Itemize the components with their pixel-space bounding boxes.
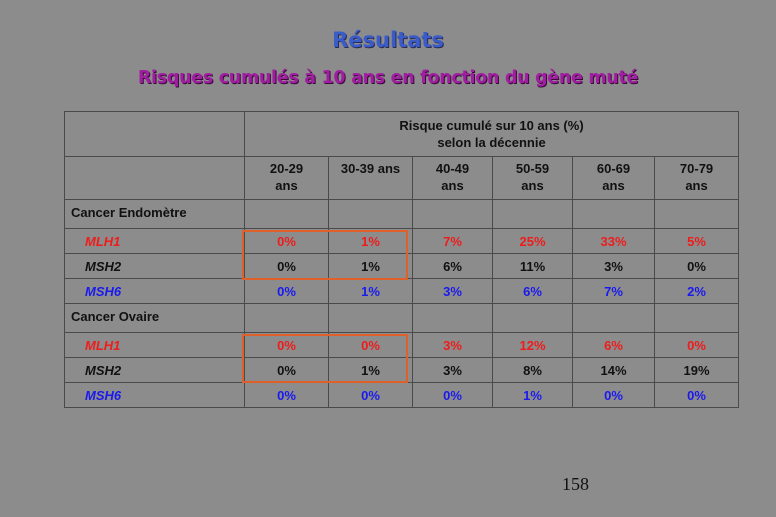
risk-value-cell: 3%: [413, 279, 493, 304]
section-empty-cell: [245, 304, 329, 333]
risk-value-cell: 1%: [329, 279, 413, 304]
section-empty-cell: [493, 304, 573, 333]
risk-value-cell: 7%: [413, 229, 493, 254]
header-row-decades: [65, 157, 739, 200]
header-row-main: [65, 112, 739, 157]
risk-value-cell: 3%: [413, 333, 493, 358]
header-empty-corner: [65, 112, 245, 157]
section-empty-cell: [329, 304, 413, 333]
risk-value-cell: 1%: [329, 358, 413, 383]
header-main-line2: selon la décennie: [437, 135, 546, 150]
decade-header-top: 20-29: [269, 161, 304, 176]
section-empty-cell: [413, 200, 493, 229]
risk-value-cell: 11%: [493, 254, 573, 279]
risk-value-cell: 3%: [573, 254, 655, 279]
highlight-box-endometre: [242, 230, 408, 280]
risk-value-cell: 25%: [493, 229, 573, 254]
decade-header: [245, 157, 329, 200]
risk-value-cell: 14%: [573, 358, 655, 383]
risk-value-cell: 12%: [493, 333, 573, 358]
decade-header-top: 50-59: [515, 161, 550, 176]
section-empty-cell: [245, 200, 329, 229]
risk-value-cell: 0%: [329, 333, 413, 358]
section-row: [65, 304, 739, 333]
risk-value-cell: 19%: [655, 358, 739, 383]
decade-header-bottom: ans: [521, 178, 544, 193]
table-row: [65, 383, 739, 408]
slide-title: Résultats: [332, 28, 444, 52]
risk-value-cell: 0%: [245, 229, 329, 254]
page-number: 158: [562, 474, 589, 494]
risk-value-cell: 1%: [493, 383, 573, 408]
decade-header: [329, 157, 413, 200]
risk-value-cell: 6%: [573, 333, 655, 358]
decade-header-bottom: ans: [275, 178, 298, 193]
decade-header-top: 40-49: [435, 161, 470, 176]
header-main: [245, 112, 739, 157]
section-empty-cell: [655, 200, 739, 229]
risk-value-cell: 1%: [329, 254, 413, 279]
section-empty-cell: [573, 200, 655, 229]
table-row: [65, 279, 739, 304]
risk-value-cell: 0%: [245, 333, 329, 358]
risk-value-cell: 0%: [245, 279, 329, 304]
risk-value-cell: 7%: [573, 279, 655, 304]
slide-subtitle: Risques cumulés à 10 ans en fonction du gène muté: [137, 68, 639, 88]
risk-value-cell: 0%: [245, 383, 329, 408]
section-empty-cell: [493, 200, 573, 229]
gene-label: MLH1: [65, 229, 245, 254]
risk-value-cell: 0%: [413, 383, 493, 408]
decade-header: [413, 157, 493, 200]
risk-value-cell: 0%: [329, 383, 413, 408]
risk-value-cell: 1%: [329, 229, 413, 254]
risk-value-cell: 6%: [493, 279, 573, 304]
section-empty-cell: [573, 304, 655, 333]
section-empty-cell: [329, 200, 413, 229]
gene-label: MSH2: [65, 358, 245, 383]
decade-header: [655, 157, 739, 200]
risk-value-cell: 6%: [413, 254, 493, 279]
gene-label: MLH1: [65, 333, 245, 358]
risk-value-cell: 8%: [493, 358, 573, 383]
risk-value-cell: 2%: [655, 279, 739, 304]
risk-value-cell: 5%: [655, 229, 739, 254]
gene-label: MSH6: [65, 279, 245, 304]
decade-header-bottom: ans: [602, 178, 625, 193]
risk-value-cell: 0%: [573, 383, 655, 408]
decade-header: [493, 157, 573, 200]
risk-value-cell: 0%: [655, 254, 739, 279]
risk-value-cell: 0%: [245, 358, 329, 383]
section-label: Cancer Endomètre: [65, 200, 245, 229]
section-row: [65, 200, 739, 229]
decade-header-top: 70-79: [679, 161, 714, 176]
header-main-line1: Risque cumulé sur 10 ans (%): [399, 118, 584, 133]
section-label: Cancer Ovaire: [65, 304, 245, 333]
highlight-box-ovaire: [242, 334, 408, 383]
decade-header-top: 60-69: [596, 161, 631, 176]
risk-value-cell: 0%: [245, 254, 329, 279]
gene-label: MSH6: [65, 383, 245, 408]
decade-header-top: 30-39 ans: [340, 161, 401, 176]
risk-value-cell: 0%: [655, 383, 739, 408]
risk-value-cell: 33%: [573, 229, 655, 254]
gene-label: MSH2: [65, 254, 245, 279]
risk-value-cell: 0%: [655, 333, 739, 358]
header-empty-label: [65, 157, 245, 200]
section-empty-cell: [655, 304, 739, 333]
decade-header: [573, 157, 655, 200]
section-empty-cell: [413, 304, 493, 333]
decade-header-bottom: ans: [685, 178, 708, 193]
risk-value-cell: 3%: [413, 358, 493, 383]
decade-header-bottom: ans: [441, 178, 464, 193]
